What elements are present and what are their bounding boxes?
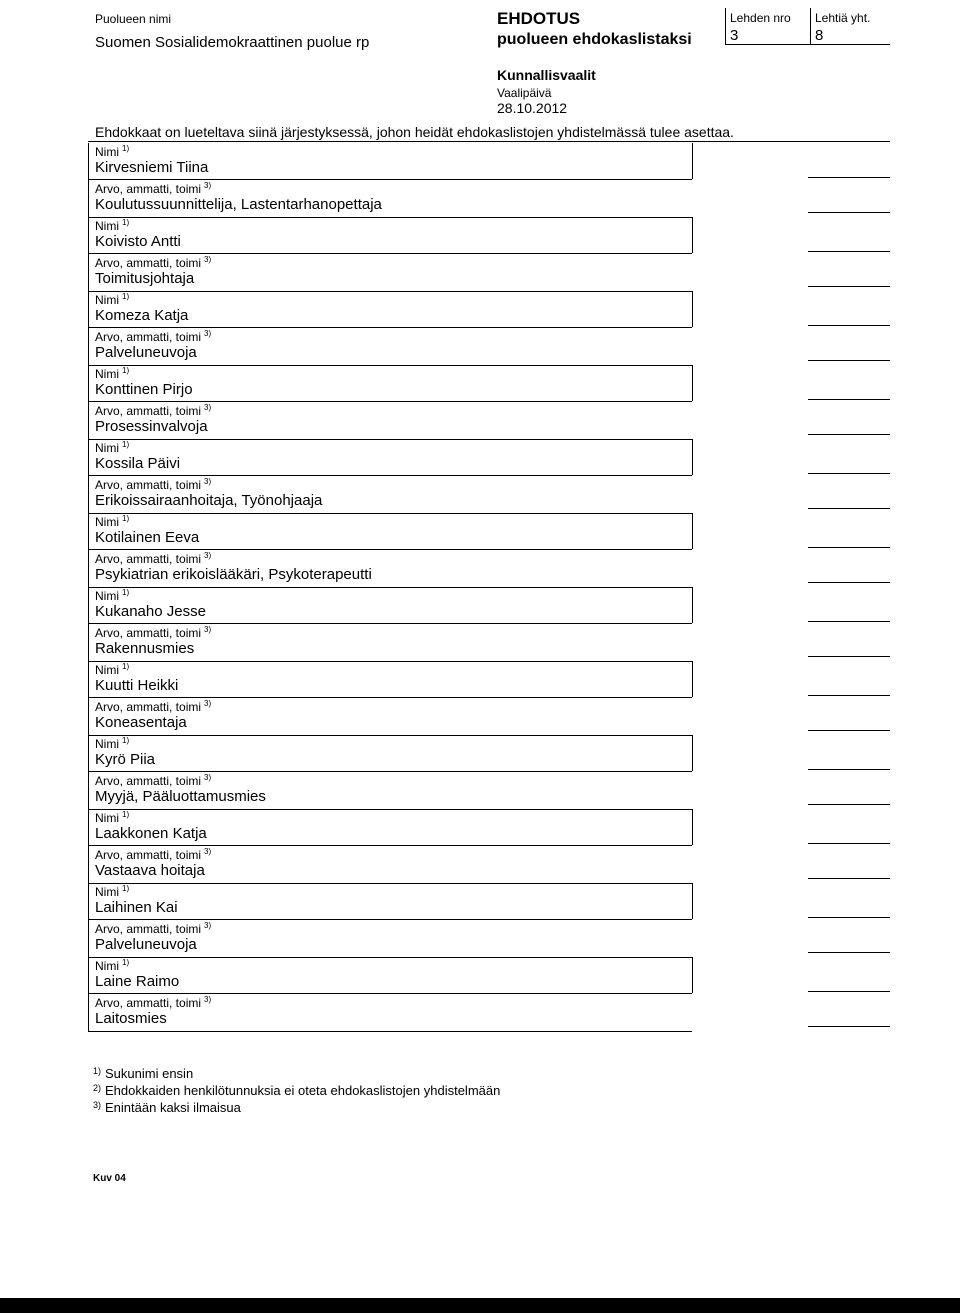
right-blank-line — [808, 1026, 890, 1027]
candidate-name[interactable]: Kyrö Piia — [95, 751, 156, 768]
candidate-name[interactable]: Koivisto Antti — [95, 233, 181, 250]
candidate-block-middle — [88, 623, 692, 624]
name-label — [95, 144, 129, 159]
footnote-text: Enintään kaksi ilmaisua — [105, 1100, 241, 1115]
candidate-block-middle — [88, 253, 692, 254]
candidate-block-right — [692, 587, 693, 623]
occupation-label-text: Arvo, ammatti, toimi — [95, 404, 202, 418]
pages-total-value: 8 — [815, 27, 824, 44]
candidate-block-left — [88, 291, 89, 365]
candidate-block-left — [88, 217, 89, 291]
name-label — [95, 958, 129, 973]
candidate-occupation[interactable]: Toimitusjohtaja — [95, 270, 195, 287]
footnote-ref-1: 1) — [122, 958, 130, 967]
footnote-item — [93, 1066, 193, 1081]
form-title: EHDOTUS — [497, 9, 581, 28]
candidate-block-left — [88, 513, 89, 587]
name-label — [95, 884, 129, 899]
page-no-label: Lehden nro — [730, 11, 791, 25]
right-blank-line — [808, 843, 890, 844]
footnote-ref-3: 3) — [204, 255, 212, 264]
right-blank-line — [808, 473, 890, 474]
name-label-text: Nimi — [95, 515, 119, 529]
candidate-block-top — [88, 883, 692, 884]
header-box-bottom — [725, 44, 890, 45]
right-blank-line — [808, 917, 890, 918]
candidate-block-right — [692, 291, 693, 327]
candidate-name[interactable]: Laihinen Kai — [95, 899, 178, 916]
occupation-label-text: Arvo, ammatti, toimi — [95, 922, 202, 936]
candidate-occupation[interactable]: Palveluneuvoja — [95, 344, 197, 361]
page-no-divider — [725, 8, 726, 44]
occupation-label-text: Arvo, ammatti, toimi — [95, 182, 202, 196]
footnote-ref-1: 1) — [122, 662, 130, 671]
name-label-text: Nimi — [95, 293, 119, 307]
candidate-name[interactable]: Konttinen Pirjo — [95, 381, 193, 398]
instruction-text: Ehdokkaat on lueteltava siinä järjestyksessä, johon heidät ehdokaslistojen yhdistelmässä tulee asettaa. — [95, 124, 734, 140]
occupation-label — [95, 255, 211, 270]
candidate-block-middle — [88, 697, 692, 698]
candidate-block-top — [88, 587, 692, 588]
candidate-block-right — [692, 957, 693, 993]
footnote-mark: 3) — [93, 1100, 102, 1110]
candidate-block-left — [88, 143, 89, 217]
election-type: Kunnallisvaalit — [497, 67, 596, 83]
footnote-ref-3: 3) — [204, 181, 212, 190]
candidate-block-top — [88, 735, 692, 736]
name-label-text: Nimi — [95, 219, 119, 233]
name-label-text: Nimi — [95, 885, 119, 899]
candidate-block-left — [88, 883, 89, 957]
right-blank-line — [808, 325, 890, 326]
footnote-ref-1: 1) — [122, 810, 130, 819]
candidate-block-top — [88, 957, 692, 958]
name-label — [95, 366, 129, 381]
footnote-ref-1: 1) — [122, 736, 130, 745]
right-blank-line — [808, 508, 890, 509]
occupation-label-text: Arvo, ammatti, toimi — [95, 848, 202, 862]
footnote-ref-3: 3) — [204, 329, 212, 338]
footnote-ref-3: 3) — [204, 699, 212, 708]
form-code: Kuv 04 — [93, 1173, 126, 1184]
candidate-occupation[interactable]: Koneasentaja — [95, 714, 187, 731]
candidate-block-top — [88, 809, 692, 810]
name-label — [95, 514, 129, 529]
candidate-block-left — [88, 957, 89, 1031]
candidate-block-top — [88, 217, 692, 218]
election-date-label: Vaalipäivä — [497, 86, 552, 100]
candidate-name[interactable]: Kirvesniemi Tiina — [95, 159, 209, 176]
candidate-occupation[interactable]: Psykiatrian erikoislääkäri, Psykoterapeutti — [95, 566, 372, 583]
occupation-label — [95, 773, 211, 788]
occupation-label — [95, 477, 211, 492]
occupation-label — [95, 181, 211, 196]
occupation-label-text: Arvo, ammatti, toimi — [95, 330, 202, 344]
candidate-block-right — [692, 735, 693, 771]
candidate-block-middle — [88, 845, 692, 846]
candidate-name[interactable]: Komeza Katja — [95, 307, 189, 324]
candidate-block-top — [88, 291, 692, 292]
candidate-block-left — [88, 365, 89, 439]
footnote-ref-1: 1) — [122, 588, 130, 597]
candidate-block-middle — [88, 771, 692, 772]
candidate-block-middle — [88, 401, 692, 402]
candidate-name[interactable]: Kukanaho Jesse — [95, 603, 206, 620]
name-label-text: Nimi — [95, 145, 119, 159]
right-blank-line — [808, 952, 890, 953]
right-blank-line — [808, 582, 890, 583]
party-name: Suomen Sosialidemokraattinen puolue rp — [95, 34, 370, 51]
candidate-name[interactable]: Kossila Päivi — [95, 455, 181, 472]
candidate-block-middle — [88, 475, 692, 476]
name-label — [95, 440, 129, 455]
candidate-block-right — [692, 217, 693, 253]
right-blank-line — [808, 547, 890, 548]
occupation-label-text: Arvo, ammatti, toimi — [95, 700, 202, 714]
footnote-ref-3: 3) — [204, 403, 212, 412]
occupation-label-text: Arvo, ammatti, toimi — [95, 478, 202, 492]
candidate-block-right — [692, 513, 693, 549]
footnote-ref-3: 3) — [204, 551, 212, 560]
candidate-occupation[interactable]: Rakennusmies — [95, 640, 195, 657]
right-blank-line — [808, 769, 890, 770]
right-blank-line — [808, 804, 890, 805]
name-label — [95, 662, 129, 677]
page-no-value: 3 — [730, 27, 739, 44]
footnote-ref-1: 1) — [122, 292, 130, 301]
occupation-label — [95, 625, 211, 640]
party-label: Puolueen nimi — [95, 12, 172, 26]
candidate-occupation[interactable]: Prosessinvalvoja — [95, 418, 208, 435]
footnote-ref-3: 3) — [204, 847, 212, 856]
candidate-block-middle — [88, 179, 692, 180]
footnote-ref-3: 3) — [204, 773, 212, 782]
pages-total-label: Lehtiä yht. — [815, 11, 871, 25]
candidate-occupation[interactable]: Erikoissairaanhoitaja, Työnohjaaja — [95, 492, 323, 509]
occupation-label-text: Arvo, ammatti, toimi — [95, 996, 202, 1010]
footnote-ref-1: 1) — [122, 218, 130, 227]
footnote-ref-1: 1) — [122, 514, 130, 523]
candidate-block-top — [88, 513, 692, 514]
candidate-block-left — [88, 587, 89, 661]
name-label-text: Nimi — [95, 737, 119, 751]
occupation-label — [95, 995, 211, 1010]
candidate-block-top — [88, 365, 692, 366]
name-label-text: Nimi — [95, 811, 119, 825]
name-label-text: Nimi — [95, 959, 119, 973]
right-blank-line — [808, 399, 890, 400]
footnote-ref-1: 1) — [122, 884, 130, 893]
candidate-occupation[interactable]: Laitosmies — [95, 1010, 167, 1027]
form-subtitle: puolueen ehdokaslistaksi — [497, 31, 692, 48]
footnote-ref-3: 3) — [204, 477, 212, 486]
candidate-block-right — [692, 883, 693, 919]
right-blank-line — [808, 621, 890, 622]
candidate-block-top — [88, 439, 692, 440]
occupation-label — [95, 551, 211, 566]
candidate-block-right — [692, 809, 693, 845]
name-label-text: Nimi — [95, 441, 119, 455]
name-label-text: Nimi — [95, 589, 119, 603]
occupation-label — [95, 329, 211, 344]
candidate-block-left — [88, 439, 89, 513]
candidate-occupation[interactable]: Myyjä, Pääluottamusmies — [95, 788, 266, 805]
footnote-ref-3: 3) — [204, 921, 212, 930]
footnote-mark: 2) — [93, 1083, 102, 1093]
footnote-item — [93, 1083, 500, 1098]
occupation-label — [95, 847, 211, 862]
candidate-block-top — [88, 661, 692, 662]
instruction-underline — [88, 141, 890, 142]
name-label — [95, 218, 129, 233]
occupation-label-text: Arvo, ammatti, toimi — [95, 626, 202, 640]
candidate-block-middle — [88, 549, 692, 550]
candidate-block-right — [692, 661, 693, 697]
right-blank-line — [808, 212, 890, 213]
right-blank-line — [808, 177, 890, 178]
footnote-text: Sukunimi ensin — [105, 1066, 194, 1081]
candidate-occupation[interactable]: Palveluneuvoja — [95, 936, 197, 953]
right-blank-line — [808, 286, 890, 287]
candidate-block-middle — [88, 993, 692, 994]
candidate-occupation[interactable]: Vastaava hoitaja — [95, 862, 205, 879]
candidate-block-left — [88, 809, 89, 883]
right-blank-line — [808, 991, 890, 992]
name-label-text: Nimi — [95, 663, 119, 677]
right-blank-line — [808, 730, 890, 731]
candidate-block-middle — [88, 919, 692, 920]
name-label-text: Nimi — [95, 367, 119, 381]
right-blank-line — [808, 695, 890, 696]
candidate-name[interactable]: Laine Raimo — [95, 973, 180, 990]
name-label — [95, 810, 129, 825]
footnote-ref-3: 3) — [204, 995, 212, 1004]
bottom-scan-bar — [0, 1298, 960, 1313]
occupation-label — [95, 699, 211, 714]
candidate-block-middle — [88, 327, 692, 328]
footnote-text: Ehdokkaiden henkilötunnuksia ei oteta ehdokaslistojen yhdistelmään — [105, 1083, 501, 1098]
footnote-ref-1: 1) — [122, 366, 130, 375]
name-label — [95, 588, 129, 603]
name-label — [95, 736, 129, 751]
occupation-label-text: Arvo, ammatti, toimi — [95, 774, 202, 788]
name-label — [95, 292, 129, 307]
occupation-label — [95, 921, 211, 936]
candidate-block-left — [88, 661, 89, 735]
candidate-block-right — [692, 143, 693, 179]
occupation-label-text: Arvo, ammatti, toimi — [95, 552, 202, 566]
election-date: 28.10.2012 — [497, 100, 568, 116]
footnote-item — [93, 1100, 241, 1115]
candidate-name[interactable]: Kotilainen Eeva — [95, 529, 200, 546]
right-blank-line — [808, 434, 890, 435]
right-blank-line — [808, 251, 890, 252]
right-blank-line — [808, 656, 890, 657]
right-blank-line — [808, 360, 890, 361]
occupation-label-text: Arvo, ammatti, toimi — [95, 256, 202, 270]
candidate-list-bottom — [88, 1031, 692, 1032]
footnote-mark: 1) — [93, 1066, 102, 1076]
footnote-ref-1: 1) — [122, 144, 130, 153]
candidate-block-right — [692, 365, 693, 401]
candidate-name[interactable]: Kuutti Heikki — [95, 677, 179, 694]
candidate-name[interactable]: Laakkonen Katja — [95, 825, 207, 842]
footnote-ref-1: 1) — [122, 440, 130, 449]
pages-total-divider — [810, 8, 811, 44]
candidate-block-right — [692, 439, 693, 475]
right-blank-line — [808, 878, 890, 879]
candidate-block-left — [88, 735, 89, 809]
footnote-ref-3: 3) — [204, 625, 212, 634]
occupation-label — [95, 403, 211, 418]
candidate-occupation[interactable]: Koulutussuunnittelija, Lastentarhanopettaja — [95, 196, 382, 213]
